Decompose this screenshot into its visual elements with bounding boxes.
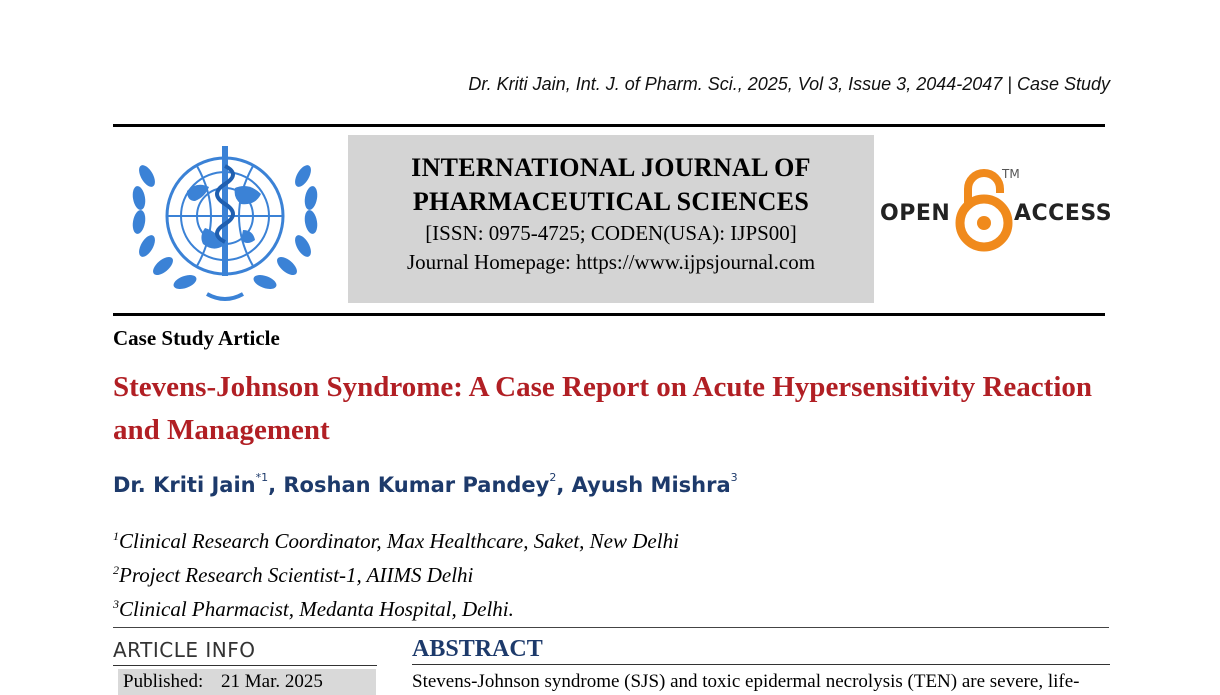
- abstract-text: Stevens-Johnson syndrome (SJS) and toxic epidermal necrolysis (TEN) are severe, life-: [412, 671, 1080, 692]
- article-info-heading: ARTICLE INFO: [113, 638, 256, 662]
- published-label: Published:: [123, 671, 204, 692]
- journal-title: [348, 151, 874, 219]
- published-date-row: [118, 669, 376, 695]
- affiliation-number: 3: [113, 597, 119, 611]
- journal-homepage[interactable]: Journal Homepage: https://www.ijpsjournal.com: [406, 250, 816, 274]
- author-sup: 3: [730, 471, 738, 484]
- affiliation-item: [113, 590, 679, 624]
- header-rule-bottom: [113, 313, 1105, 316]
- affiliation-number: 2: [113, 563, 119, 577]
- author-list: Dr. Kriti Jain$^{*1}$, Roshan Kumar Pandey$^2$, Ayush Mishra$^3$: [113, 471, 738, 497]
- journal-issn: [ISSN: 0975-4725; CODEN(USA): IJPS00]: [425, 221, 797, 245]
- affiliation-item: [113, 556, 679, 590]
- affiliation-text: Clinical Pharmacist, Medanta Hospital, Delhi.: [119, 597, 514, 621]
- article-title: Stevens-Johnson Syndrome: A Case Report on Acute Hypersensitivity Reaction and Management: [113, 371, 1093, 446]
- author-name[interactable]: Dr. Kriti Jain: [113, 473, 256, 497]
- open-access-access-text: ACCESS: [1014, 201, 1113, 226]
- affiliation-text: Clinical Research Coordinator, Max Healthcare, Saket, New Delhi: [119, 529, 679, 553]
- abstract-heading: ABSTRACT: [412, 636, 543, 662]
- journal-masthead-box: [348, 135, 874, 303]
- affiliation-number: 1: [113, 529, 119, 543]
- affiliation-item: [113, 522, 679, 556]
- author-sup: 2: [549, 471, 557, 484]
- published-date: 21 Mar. 2025: [221, 671, 323, 692]
- journal-emblem-logo: [125, 136, 325, 306]
- abstract-rule: [412, 664, 1110, 665]
- journal-title-line1: INTERNATIONAL JOURNAL OF: [411, 153, 811, 182]
- affiliation-text: Project Research Scientist-1, AIIMS Delhi: [119, 563, 474, 587]
- open-access-trademark: TM: [1002, 167, 1020, 181]
- open-access-open-text: OPEN: [880, 201, 951, 226]
- article-info-rule: [113, 665, 377, 666]
- author-name[interactable]: Roshan Kumar Pandey: [283, 473, 550, 497]
- journal-title-line2: PHARMACEUTICAL SCIENCES: [412, 187, 810, 216]
- affiliation-list: [113, 522, 679, 624]
- author-sup: *1: [255, 471, 269, 484]
- open-access-logo: [880, 165, 1113, 255]
- section-divider: [113, 627, 1109, 628]
- article-type: Case Study Article: [113, 326, 280, 350]
- header-rule-top: [113, 124, 1105, 127]
- author-name[interactable]: Ayush Mishra: [571, 473, 731, 497]
- running-head: Dr. Kriti Jain, Int. J. of Pharm. Sci., 2025, Vol 3, Issue 3, 2044-2047 | Case Study: [468, 74, 1110, 94]
